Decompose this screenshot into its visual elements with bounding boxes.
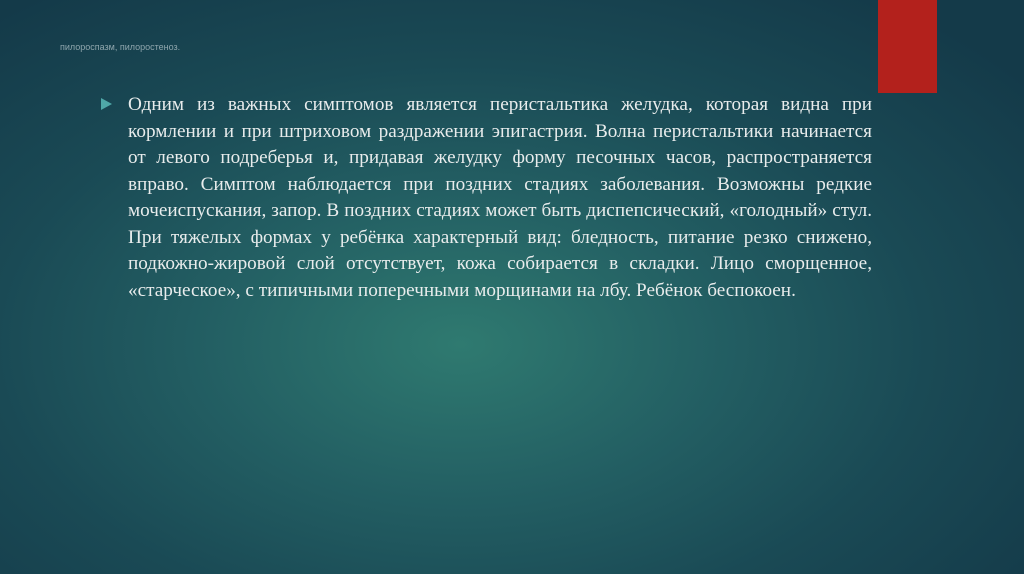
accent-bar <box>878 0 937 93</box>
bullet-item <box>96 92 872 304</box>
slide-subtitle: пилороспазм, пилоростеноз. <box>60 42 181 52</box>
bullet-text: Одним из важных симптомов является перистальтика желудка, которая видна при кормлении и при штриховом раздражении эпигастрия. Волна перистальтики начинается от левого подреберья и, придавая желудку форму песочных часов, распространяется вправо. Симптом наблюдается при поздних стадиях заболевания. Возможны редкие мочеиспускания, запор. В поздних стадиях может быть диспепсический, «голодный» стул. При тяжелых формах у ребёнка характерный вид: бледность, питание резко снижено, подкожно-жировой слой отсутствует, кожа собирается в складки. Лицо сморщенное, «старческое», с типичными поперечными морщинами на лбу. Ребёнок беспокоен. <box>128 94 872 301</box>
triangle-right-icon <box>101 98 112 110</box>
